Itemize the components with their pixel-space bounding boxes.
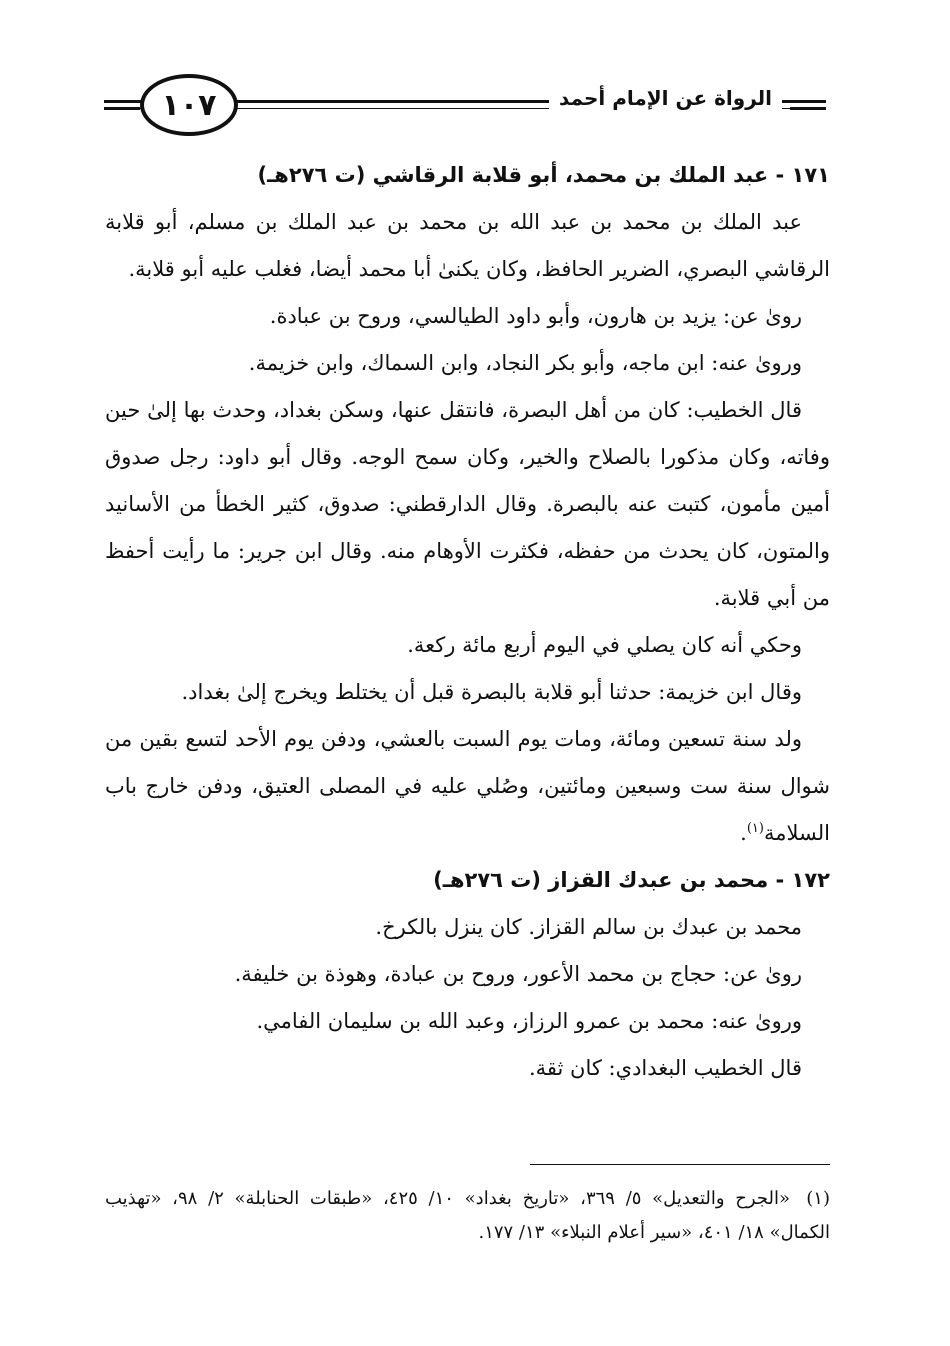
paragraph: قال الخطيب البغدادي: كان ثقة. — [528, 1056, 802, 1080]
running-title: الرواة عن الإمام أحمد — [549, 86, 782, 110]
footnote-reference: (١) — [746, 821, 764, 836]
header-ornament-right — [790, 98, 830, 112]
footnote-separator — [530, 1164, 830, 1165]
footnote-mark: (١) — [806, 1188, 830, 1209]
paragraph: قال الخطيب: كان من أهل البصرة، فانتقل عنها، وسكن بغداد، وحدث بها إلىٰ حين وفاته، وكان مذكورا بالصلاح والخير، وكان سمح الوجه. وقال أبو داود: رجل صدوق أمين مأمون، كتبت عنه بالبصرة. وقال الدارقطني: صدوق، كثير الخطأ من الأسانيد والمتون، كان يحدث من حفظه، فكثرت الأوهام منه. وقال ابن جرير: ما رأيت أحفظ من أبي قلابة. — [105, 398, 830, 610]
page-number: ١٠٧ — [140, 74, 238, 136]
page-header — [100, 68, 830, 140]
entry-title: ١٧٢ - محمد بن عبدك القزاز (ت ٢٧٦هـ) — [433, 868, 830, 892]
paragraph: وروىٰ عنه: ابن ماجه، وأبو بكر النجاد، وابن السماك، وابن خزيمة. — [248, 351, 802, 375]
entry-title: ١٧١ - عبد الملك بن محمد، أبو قلابة الرقاشي (ت ٢٧٦هـ) — [257, 163, 830, 187]
footnote — [105, 1182, 830, 1250]
paragraph: وروىٰ عنه: محمد بن عمرو الرزاز، وعبد الله بن سليمان الفامي. — [256, 1009, 802, 1033]
page-body — [105, 152, 830, 1092]
paragraph: روىٰ عن: يزيد بن هارون، وأبو داود الطيالسي، وروح بن عبادة. — [269, 304, 802, 328]
header-ornament-left — [100, 98, 140, 112]
paragraph: محمد بن عبدك بن سالم القزاز. كان ينزل بالكرخ. — [375, 915, 802, 939]
paragraph: وقال ابن خزيمة: حدثنا أبو قلابة بالبصرة قبل أن يختلط ويخرج إلىٰ بغداد. — [181, 680, 802, 704]
paragraph-with-footnote: ولد سنة تسعين ومائة، ومات يوم السبت بالعشي، ودفن يوم الأحد لتسع بقين من شوال سنة ست وسبعين ومائتين، وصُلي عليه في المصلى العتيق، ودفن خارج باب السلامة$^{(١)}$. — [105, 727, 830, 845]
paragraph-text: ولد سنة تسعين ومائة، ومات يوم السبت بالعشي، ودفن يوم الأحد لتسع بقين من شوال سنة ست وسبعين ومائتين، وصُلي عليه في المصلى العتيق، ودفن خارج باب السلامة — [105, 727, 830, 845]
footnote-text: «الجرح والتعديل» ٥/ ٣٦٩، «تاريخ بغداد» ١٠/ ٤٢٥، «طبقات الحنابلة» ٢/ ٩٨، «تهذيب الكمال» ١٨/ ٤٠١، «سير أعلام النبلاء» ١٣/ ١٧٧. — [105, 1188, 830, 1243]
paragraph: روىٰ عن: حجاج بن محمد الأعور، وروح بن عبادة، وهوذة بن خليفة. — [234, 962, 802, 986]
paragraph: وحكي أنه كان يصلي في اليوم أربع مائة ركعة. — [407, 633, 802, 657]
paragraph: عبد الملك بن محمد بن عبد الله بن محمد بن عبد الملك بن مسلم، أبو قلابة الرقاشي البصري، الضرير الحافظ، وكان يكنىٰ أبا محمد أيضا، فغلب عليه أبو قلابة. — [105, 210, 830, 281]
